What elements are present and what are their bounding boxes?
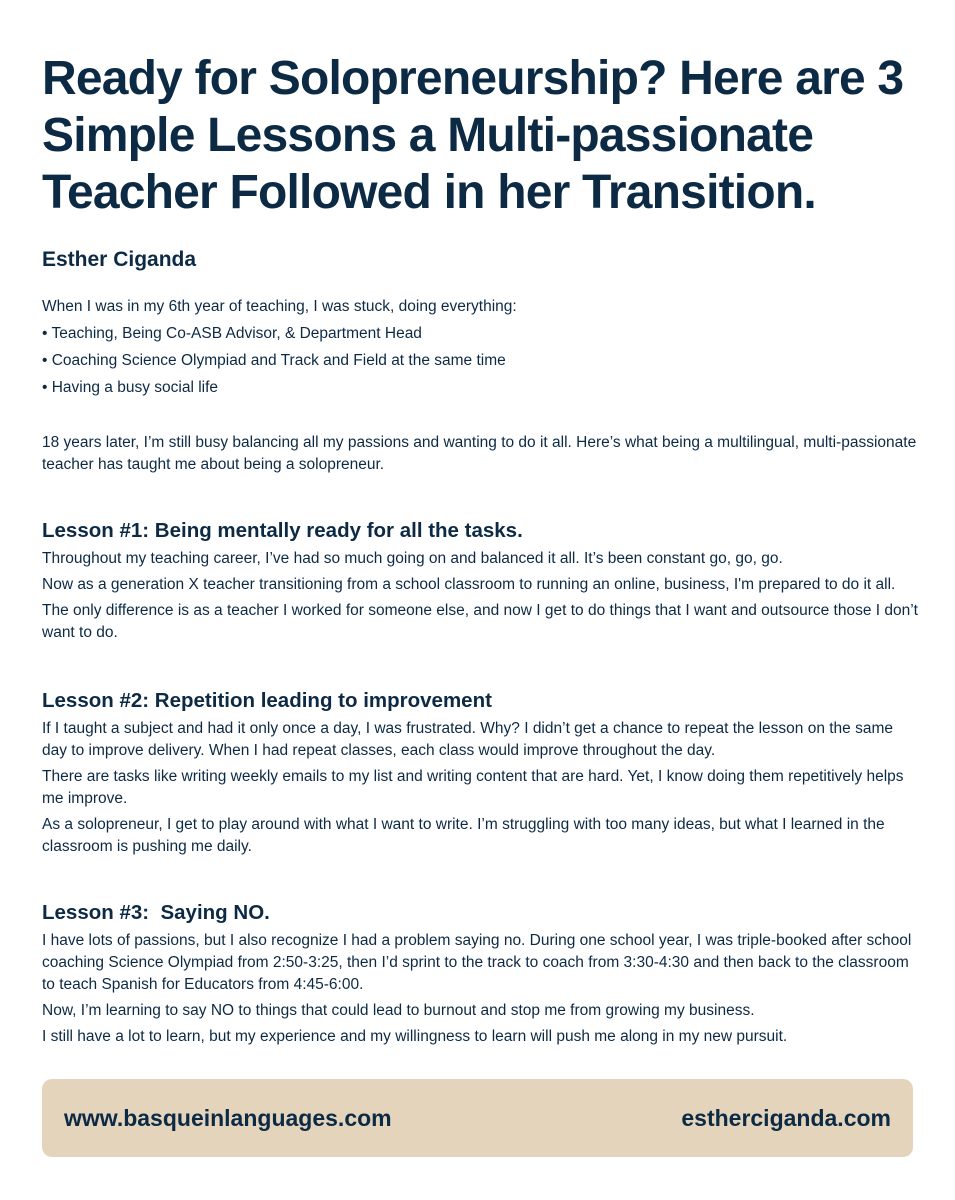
title-line: Simple Lessons a Multi-passionate xyxy=(42,109,814,162)
intro-summary-section xyxy=(42,432,922,476)
estherciganda-link[interactable]: estherciganda.com xyxy=(681,1104,891,1131)
lesson-heading: Lesson #3: Saying NO. xyxy=(42,901,270,924)
lesson-paragraph: If I taught a subject and had it only once a day, I was frustrated. Why? I didn’t get a chance to repeat the lesson on the same day to improve delivery. When I had repeat classes, each class would improve throughout the day. xyxy=(42,720,894,759)
lesson-paragraph: Now as a generation X teacher transitioning from a school classroom to running an online, business, I'm prepared to do it all. xyxy=(42,576,896,593)
lesson-1 xyxy=(42,518,922,648)
intro-section xyxy=(42,296,922,404)
lesson-paragraph: I have lots of passions, but I also recognize I had a problem saying no. During one school year, I was triple-booked after school coaching Science Olympiad from 2:50-3:25, then I’d sprint to the track to coach from 3:30-4:30 and then back to the classroom to teach Spanish for Educators from 4:45-6:00. xyxy=(42,932,912,993)
lesson-paragraph: The only difference is as a teacher I worked for someone else, and now I get to do things that I want and outsource those I don’t want to do. xyxy=(42,602,918,641)
article-title xyxy=(42,50,922,221)
lesson-heading: Lesson #1: Being mentally ready for all the tasks. xyxy=(42,519,523,542)
basqueinlanguages-link[interactable]: www.basqueinlanguages.com xyxy=(64,1104,392,1131)
lesson-paragraph: Throughout my teaching career, I’ve had so much going on and balanced it all. It’s been constant go, go, go. xyxy=(42,550,783,567)
lesson-paragraph: Now, I’m learning to say NO to things that could lead to burnout and stop me from growing my business. xyxy=(42,1002,755,1019)
lesson-2 xyxy=(42,688,922,862)
lesson-3 xyxy=(42,900,922,1052)
intro-bullet: • Teaching, Being Co-ASB Advisor, & Department Head xyxy=(42,325,422,342)
title-line: Ready for Solopreneurship? Here are 3 xyxy=(42,52,904,105)
lesson-heading: Lesson #2: Repetition leading to improvement xyxy=(42,689,492,712)
lesson-paragraph: There are tasks like writing weekly emails to my list and writing content that are hard. Yet, I know doing them repetitively helps me improve. xyxy=(42,768,904,807)
lesson-paragraph: I still have a lot to learn, but my experience and my willingness to learn will push me along in my new pursuit. xyxy=(42,1028,788,1045)
intro-bullet: • Coaching Science Olympiad and Track and Field at the same time xyxy=(42,352,506,369)
author-name: Esther Ciganda xyxy=(42,248,197,271)
lesson-paragraph: As a solopreneur, I get to play around with what I want to write. I’m struggling with too many ideas, but what I learned in the classroom is pushing me daily. xyxy=(42,816,885,855)
intro-bullet: • Having a busy social life xyxy=(42,379,219,396)
footer-banner xyxy=(42,1079,913,1157)
intro-lead: When I was in my 6th year of teaching, I was stuck, doing everything: xyxy=(42,298,517,315)
intro-summary: 18 years later, I’m still busy balancing all my passions and wanting to do it all. Here’s what being a multilingual, multi-passionate teacher has taught me about being a solopreneur. xyxy=(42,434,917,473)
title-line: Teacher Followed in her Transition. xyxy=(42,166,816,219)
